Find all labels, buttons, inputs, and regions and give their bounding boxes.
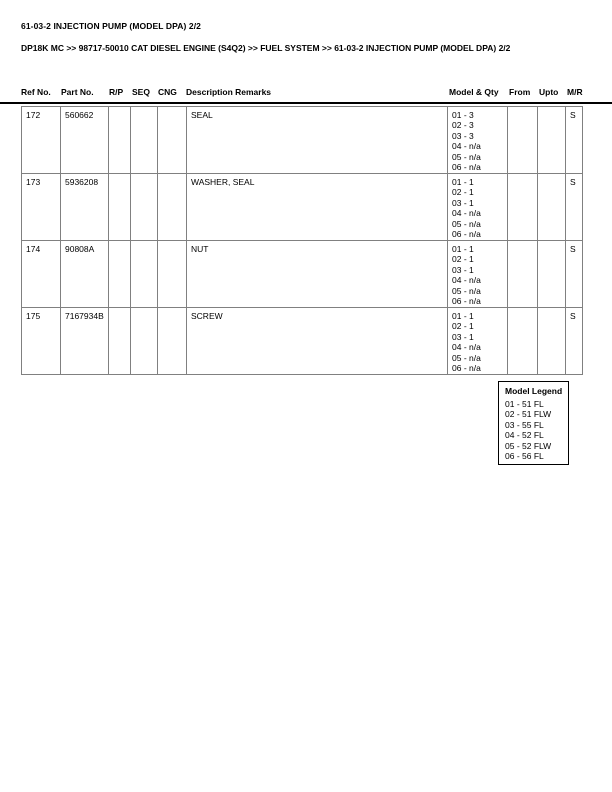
- model-qty-entry: 05 - n/a: [452, 218, 481, 229]
- model-qty-cell: [448, 241, 508, 308]
- model-qty-entry: 03 - 1: [452, 331, 474, 342]
- model-qty-entry: 04 - n/a: [452, 208, 481, 219]
- column-header-ref-no: Ref No.: [21, 87, 51, 97]
- header-divider: [0, 102, 612, 104]
- column-header-rp: R/P: [109, 87, 124, 97]
- model-qty-entry: 01 - 3: [452, 110, 474, 120]
- upto-cell: [538, 308, 566, 375]
- rp-cell: [109, 107, 131, 174]
- part-no-cell: 7167934B: [61, 308, 109, 375]
- upto-cell: [538, 174, 566, 241]
- from-cell: [508, 174, 538, 241]
- parts-table: [21, 106, 583, 375]
- table-row: [22, 241, 583, 308]
- model-qty-entry: 03 - 1: [452, 264, 474, 275]
- mr-cell: S: [566, 308, 583, 375]
- model-qty-entry: 03 - 1: [452, 197, 474, 208]
- seq-cell: [131, 174, 158, 241]
- model-qty-entry: 06 - n/a: [452, 296, 481, 307]
- ref-no-cell: 173: [22, 174, 61, 241]
- mr-cell: S: [566, 241, 583, 308]
- part-no-cell: 560662: [61, 107, 109, 174]
- column-header-part-no: Part No.: [61, 87, 94, 97]
- model-qty-entry: 05 - n/a: [452, 151, 481, 162]
- column-header-seq: SEQ: [132, 87, 150, 97]
- model-qty-entry: 02 - 1: [452, 254, 474, 265]
- model-legend: [498, 381, 569, 465]
- model-legend-title: Model Legend: [505, 386, 563, 396]
- description-cell: SCREW: [187, 308, 448, 375]
- description-cell: NUT: [187, 241, 448, 308]
- column-header-mr: M/R: [567, 87, 583, 97]
- description-cell: WASHER, SEAL: [187, 174, 448, 241]
- model-qty-entry: 02 - 1: [452, 187, 474, 198]
- rp-cell: [109, 241, 131, 308]
- mr-cell: S: [566, 174, 583, 241]
- model-qty-entry: 05 - n/a: [452, 352, 481, 363]
- model-qty-entry: 01 - 1: [452, 244, 474, 254]
- table-row: [22, 174, 583, 241]
- column-header-description: Description Remarks: [186, 87, 272, 97]
- legend-item: 06 - 56 FL: [505, 451, 544, 462]
- rp-cell: [109, 174, 131, 241]
- part-no-cell: 90808A: [61, 241, 109, 308]
- model-qty-entry: 02 - 1: [452, 321, 474, 332]
- model-qty-cell: [448, 174, 508, 241]
- model-qty-entry: 05 - n/a: [452, 285, 481, 296]
- mr-cell: S: [566, 107, 583, 174]
- cng-cell: [158, 308, 187, 375]
- breadcrumb: DP18K MC >> 98717-50010 CAT DIESEL ENGINE (S4Q2) >> FUEL SYSTEM >> 61-03-2 INJECTION PUMP (MODEL DPA) 2/2: [21, 43, 511, 53]
- model-qty-cell: [448, 107, 508, 174]
- from-cell: [508, 107, 538, 174]
- legend-item: 02 - 51 FLW: [505, 409, 552, 420]
- seq-cell: [131, 107, 158, 174]
- model-qty-entry: 06 - n/a: [452, 363, 481, 374]
- model-qty-entry: 01 - 1: [452, 177, 474, 187]
- model-qty-entry: 06 - n/a: [452, 162, 481, 173]
- column-header-cng: CNG: [158, 87, 177, 97]
- seq-cell: [131, 308, 158, 375]
- cng-cell: [158, 107, 187, 174]
- from-cell: [508, 308, 538, 375]
- cng-cell: [158, 174, 187, 241]
- model-qty-entry: 01 - 1: [452, 311, 474, 321]
- upto-cell: [538, 241, 566, 308]
- legend-item: 01 - 51 FL: [505, 399, 544, 409]
- upto-cell: [538, 107, 566, 174]
- table-row: [22, 308, 583, 375]
- ref-no-cell: 172: [22, 107, 61, 174]
- rp-cell: [109, 308, 131, 375]
- column-header-model-qty: Model & Qty: [449, 87, 499, 97]
- legend-item: 04 - 52 FL: [505, 430, 544, 441]
- ref-no-cell: 175: [22, 308, 61, 375]
- legend-item: 05 - 52 FLW: [505, 440, 552, 451]
- model-qty-cell: [448, 308, 508, 375]
- model-qty-entry: 04 - n/a: [452, 342, 481, 353]
- model-qty-entry: 03 - 3: [452, 130, 474, 141]
- model-qty-entry: 02 - 3: [452, 120, 474, 131]
- column-header-from: From: [509, 87, 531, 97]
- table-row: [22, 107, 583, 174]
- part-no-cell: 5936208: [61, 174, 109, 241]
- ref-no-cell: 174: [22, 241, 61, 308]
- legend-item: 03 - 55 FL: [505, 419, 544, 430]
- page-title: 61-03-2 INJECTION PUMP (MODEL DPA) 2/2: [21, 21, 201, 31]
- from-cell: [508, 241, 538, 308]
- description-cell: SEAL: [187, 107, 448, 174]
- column-header-upto: Upto: [539, 87, 559, 97]
- cng-cell: [158, 241, 187, 308]
- seq-cell: [131, 241, 158, 308]
- model-qty-entry: 04 - n/a: [452, 275, 481, 286]
- model-qty-entry: 04 - n/a: [452, 141, 481, 152]
- model-qty-entry: 06 - n/a: [452, 229, 481, 240]
